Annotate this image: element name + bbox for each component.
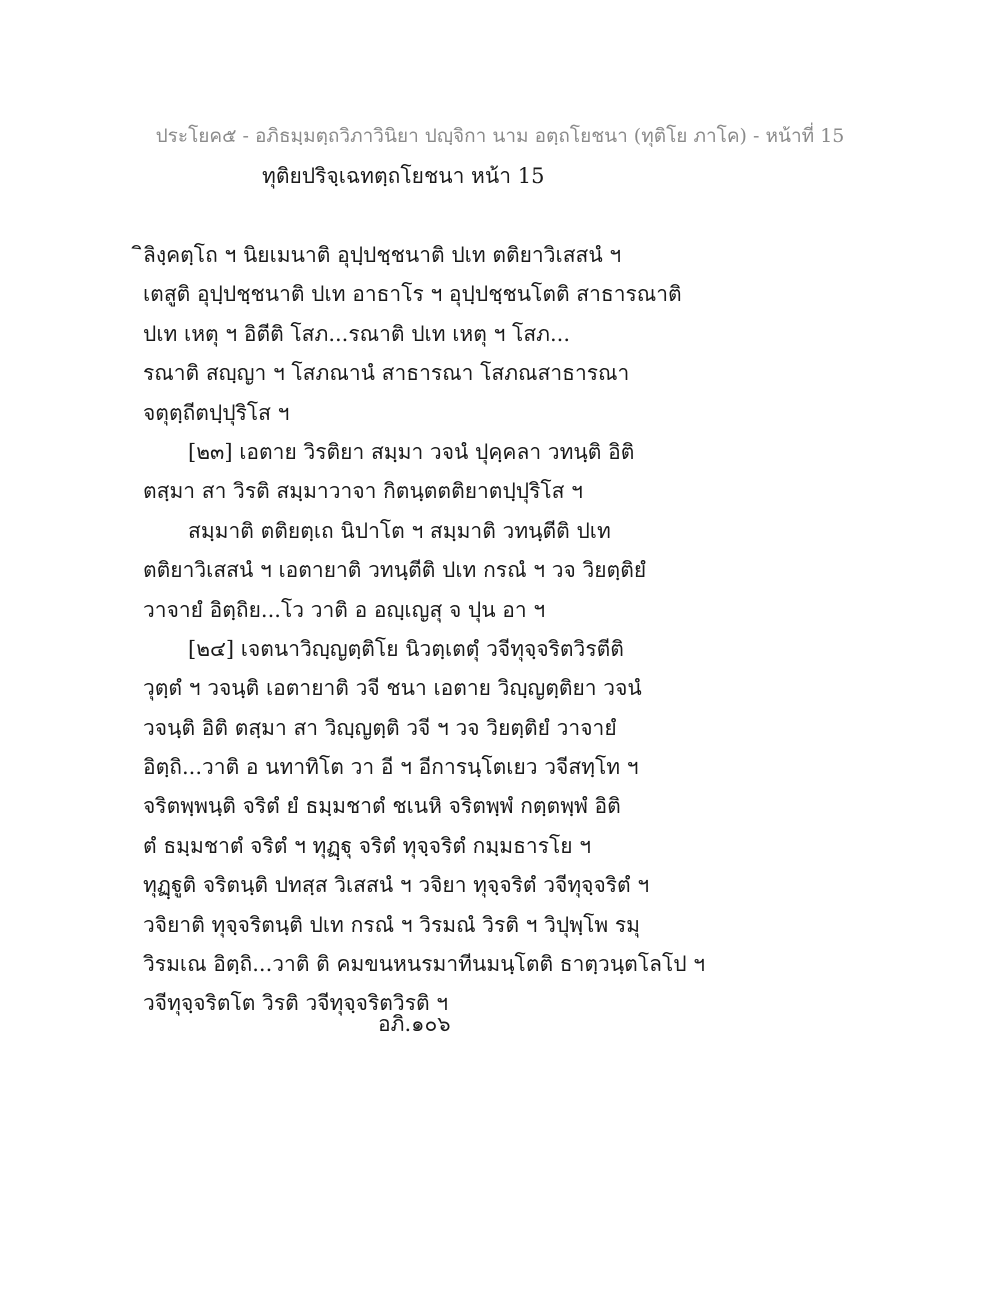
text-line: ตติยาวิเสสนํ ฯ เอตายาติ วทนฺตีติ ปเท กรณํ ฯ วจ วิยตฺติยํ	[143, 558, 647, 583]
page-footer-mark: อภิ.๑๐๖	[378, 1012, 451, 1036]
body-text	[143, 236, 903, 1024]
text-line: วุตฺตํ ฯ วจนฺติ เอตายาติ วจี ชนา เอตาย วิญฺญตฺติยา วจนํ	[143, 676, 642, 701]
text-line: ตํ ธมฺมชาตํ จริตํ ฯ ทุฏฺฐุ จริตํ ทุจฺจริตํ กมฺมธารโย ฯ	[143, 833, 592, 858]
text-line: รณาติ สญฺญา ฯ โสภณานํ สาธารณา โสภณสาธารณา	[143, 361, 630, 386]
text-line: จตุตฺถีตปฺปุริโส ฯ	[143, 400, 290, 425]
text-line: ปเท เหตุ ฯ อิตีติ โสภ...รณาติ ปเท เหตุ ฯ โสภ...	[143, 321, 571, 346]
text-line: จริตพฺพนฺติ จริตํ ยํ ธมฺมชาตํ ชเนหิ จริตพฺพํ กตฺตพฺพํ อิติ	[143, 794, 621, 819]
paragraph-start-line: สมฺมาติ ตติยตฺเถ นิปาโต ฯ สมฺมาติ วทนฺตีติ ปเท	[188, 518, 611, 543]
text-line: ิลิงฺคตฺโถ ฯ นิยเมนาติ อุปฺปชฺชนาติ ปเท ตติยาวิเสสนํ ฯ	[143, 243, 622, 267]
text-line: วิรมเณ อิตฺถิ...วาติ ติ คมขนหนรมาทีนมนฺโตติ ธาตฺวนฺตโลโป ฯ	[143, 952, 706, 977]
text-line: วจีทุจฺจริตโต วิรติ วจีทุจฺจริตวิรติ ฯ	[143, 991, 449, 1016]
running-head: ประโยค๕ - อภิธมฺมตฺถวิภาวินิยา ปญฺจิกา นาม อตฺถโยชนา (ทุติโย ภาโค) - หน้าที่ 15	[155, 125, 845, 147]
text-line: วจิยาติ ทุจฺจริตนฺติ ปเท กรณํ ฯ วิรมณํ วิรติ ฯ วิปุพฺโพ รมุ	[143, 912, 640, 937]
section-title: ทุติยปริจฺเฉทตฺถโยชนา หน้า 15	[262, 164, 545, 188]
text-line: วจนฺติ อิติ ตสฺมา สา วิญฺญตฺติ วจี ฯ วจ วิยตฺติยํ วาจายํ	[143, 715, 617, 740]
paragraph-start-line: [๒๓] เอตาย วิรติยา สมฺมา วจนํ ปุคฺคลา วทนฺติ อิติ	[188, 439, 635, 464]
text-line: เตสูติ อุปฺปชฺชนาติ ปเท อาธาโร ฯ อุปฺปชฺชนโตติ สาธารณาติ	[143, 282, 682, 307]
text-line: วาจายํ อิตฺถิย...โว วาติ อ อญฺเญสุ จ ปุน อา ฯ	[143, 597, 546, 622]
text-line: ทุฏฺฐูติ จริตนฺติ ปทสฺส วิเสสนํ ฯ วจิยา ทุจฺจริตํ วจีทุจฺจริตํ ฯ	[143, 873, 650, 898]
text-line: ตสฺมา สา วิรติ สมฺมาวาจา กิตนฺตตติยาตปฺปุริโส ฯ	[143, 479, 583, 504]
text-line: อิตฺถิ...วาติ อ นทาทิโต วา อี ฯ อีการนฺโตเยว วจีสทฺโท ฯ	[143, 755, 639, 780]
paragraph-start-line: [๒๔] เจตนาวิญฺญตฺติโย นิวตฺเตตุํ วจีทุจฺจริตวิรตีติ	[188, 636, 624, 661]
